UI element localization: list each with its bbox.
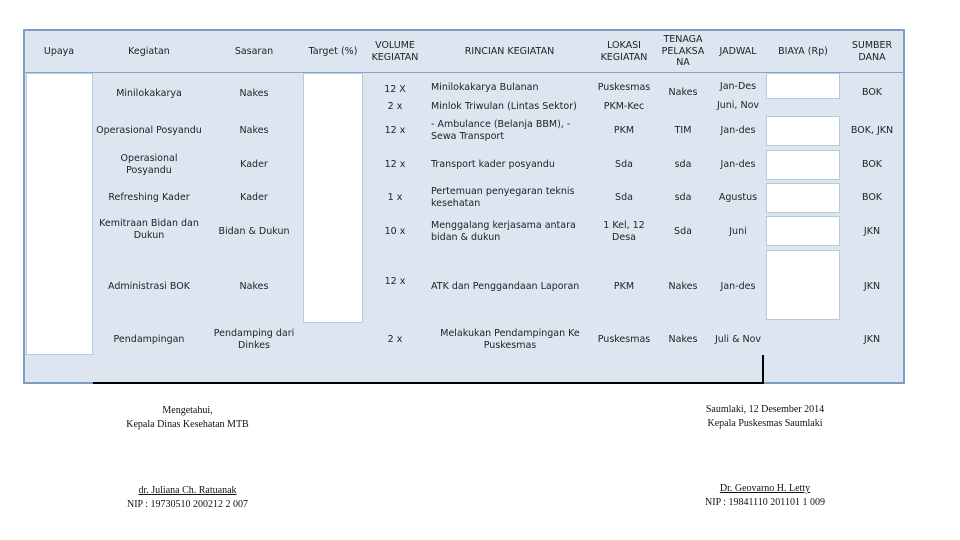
row4-rincian: Pertemuan penyegaran teknis kesehatan xyxy=(431,186,575,209)
row0-sumber: BOK xyxy=(861,87,883,99)
row6-rincian: ATK dan Penggandaan Laporan xyxy=(431,281,580,293)
header-upaya: Upaya xyxy=(25,31,93,73)
row2-jadwal: Jan-des xyxy=(720,125,756,137)
row2-lokasi: PKM xyxy=(613,125,635,137)
row3-jadwal: Jan-des xyxy=(720,159,756,171)
row0-jadwal: Jan-Des xyxy=(719,81,757,93)
row6-sasaran: Nakes xyxy=(239,281,269,293)
left-sig-line1: Mengetahui, xyxy=(162,405,213,416)
row0-lokasi: Puskesmas xyxy=(597,82,651,94)
biaya-box-5 xyxy=(766,216,840,246)
left-signature-name-block xyxy=(95,484,280,511)
row6-kegiatan: Administrasi BOK xyxy=(108,281,190,293)
right-sig-line1: Saumlaki, 12 Desember 2014 xyxy=(705,404,825,415)
row7-rincian: Melakukan Pendampingan Ke Puskesmas xyxy=(440,328,580,351)
row7-volume: 2 x xyxy=(387,334,403,346)
header-kegiatan: Kegiatan xyxy=(93,31,205,73)
row5-sumber: JKN xyxy=(863,226,881,238)
biaya-box-2 xyxy=(766,116,840,146)
row2-volume: 12 x xyxy=(384,125,406,137)
header-sumber: SUMBER DANA xyxy=(840,31,904,73)
row0-tenaga: Nakes xyxy=(668,87,698,99)
row2-sasaran: Nakes xyxy=(239,125,269,137)
header-target: Target (%) xyxy=(303,31,363,73)
row3-kegiatan: Operasional Posyandu xyxy=(120,153,178,176)
right-sig-nip: NIP : 19841110 201101 1 009 xyxy=(705,496,825,508)
header-lokasi: LOKASI KEGIATAN xyxy=(592,31,656,73)
row3-sumber: BOK xyxy=(861,159,883,171)
row4-tenaga: sda xyxy=(674,192,692,204)
right-bracket-line xyxy=(762,355,764,384)
row5-sasaran: Bidan & Dukun xyxy=(218,226,290,238)
header-tenaga: TENAGA PELAKSA NA xyxy=(656,31,710,73)
row6-volume: 12 x xyxy=(384,276,406,288)
row0-sasaran: Nakes xyxy=(239,88,269,100)
row4-sumber: BOK xyxy=(861,192,883,204)
row6-sumber: JKN xyxy=(863,281,881,293)
row4-jadwal: Agustus xyxy=(718,192,758,204)
header-biaya: BIAYA (Rp) xyxy=(766,31,840,73)
right-signature-block xyxy=(670,403,860,430)
row6-lokasi: PKM xyxy=(613,281,635,293)
upaya-column-box xyxy=(26,73,93,355)
row7-kegiatan: Pendampingan xyxy=(113,334,185,346)
row0-volume: 12 X xyxy=(384,84,406,96)
row4-kegiatan: Refreshing Kader xyxy=(108,192,190,204)
row3-tenaga: sda xyxy=(674,159,692,171)
biaya-box-6 xyxy=(766,250,840,320)
row5-rincian: Menggalang kerjasama antara bidan & dukun xyxy=(431,220,576,243)
right-signature-name-block xyxy=(670,482,860,509)
row3-sasaran: Kader xyxy=(240,159,268,171)
row1-rincian: Minlok Triwulan (Lintas Sektor) xyxy=(431,101,577,113)
row6-tenaga: Nakes xyxy=(668,281,698,293)
row1-jadwal: Juni, Nov xyxy=(716,100,760,112)
left-sig-nip: NIP : 19730510 200212 2 007 xyxy=(126,498,249,510)
row7-jadwal: Juli & Nov xyxy=(714,334,762,346)
row7-tenaga: Nakes xyxy=(668,334,698,346)
header-volume: VOLUME KEGIATAN xyxy=(363,31,427,73)
row5-lokasi: 1 Kel, 12 Desa xyxy=(603,220,645,243)
row2-kegiatan: Operasional Posyandu xyxy=(96,125,202,137)
row5-volume: 10 x xyxy=(384,226,406,238)
bottom-bracket-line xyxy=(93,382,764,384)
row5-tenaga: Sda xyxy=(674,226,692,238)
row2-rincian: - Ambulance (Belanja BBM), - Sewa Transport xyxy=(431,119,571,142)
row0-kegiatan: Minilokakarya xyxy=(116,88,182,100)
row2-sumber: BOK, JKN xyxy=(850,125,894,137)
row3-volume: 12 x xyxy=(384,159,406,171)
biaya-box-3 xyxy=(766,150,840,180)
row5-jadwal: Juni xyxy=(729,226,747,238)
row3-rincian: Transport kader posyandu xyxy=(431,159,555,171)
row4-lokasi: Sda xyxy=(615,192,633,204)
row7-sumber: JKN xyxy=(863,334,881,346)
row2-tenaga: TIM xyxy=(674,125,692,137)
right-sig-line2: Kepala Puskesmas Saumlaki xyxy=(707,417,823,429)
header-sasaran: Sasaran xyxy=(205,31,303,73)
row3-lokasi: Sda xyxy=(615,159,633,171)
row6-jadwal: Jan-des xyxy=(720,281,756,293)
target-column-box xyxy=(303,73,363,323)
right-sig-name: Dr. Geovarno H. Letty xyxy=(719,483,811,494)
row5-kegiatan: Kemitraan Bidan dan Dukun xyxy=(99,218,199,241)
row0-rincian: Minilokakarya Bulanan xyxy=(431,82,539,94)
left-sig-line2: Kepala Dinas Kesehatan MTB xyxy=(126,418,249,430)
header-rincian: RINCIAN KEGIATAN xyxy=(427,31,592,73)
left-signature-block xyxy=(95,404,280,431)
header-jadwal: JADWAL xyxy=(710,31,766,73)
row4-volume: 1 x xyxy=(387,192,403,204)
row7-sasaran: Pendamping dari Dinkes xyxy=(213,328,295,351)
row1-volume: 2 x xyxy=(387,101,403,113)
row1-lokasi: PKM-Kec xyxy=(603,101,645,113)
row7-lokasi: Puskesmas xyxy=(597,334,651,346)
left-sig-name: dr. Juliana Ch. Ratuanak xyxy=(138,485,237,496)
biaya-box-4 xyxy=(766,183,840,213)
biaya-box-1 xyxy=(766,73,840,99)
row4-sasaran: Kader xyxy=(240,192,268,204)
